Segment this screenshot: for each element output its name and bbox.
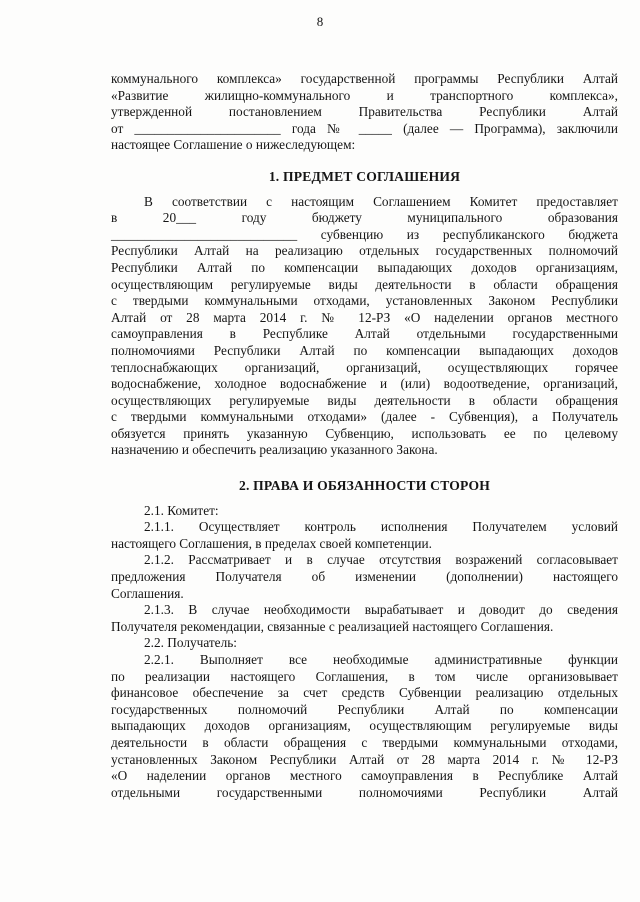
text-line: установленных Законом Республики Алтай от 28 марта 2014 г. № 12-РЗ <box>111 751 618 767</box>
text-line: Соглашения. <box>111 585 184 601</box>
clause-2-2-1 <box>111 652 618 801</box>
clause-2-1-3 <box>111 602 618 635</box>
intro-paragraph <box>111 71 618 154</box>
text-line: Получателя рекомендации, связанные с реализацией настоящего Соглашения. <box>111 618 554 634</box>
text-line: 2.1.2. Рассматривает и в случае отсутствия возражений согласовывает <box>144 552 618 568</box>
text-line: 2.1.1. Осуществляет контроль исполнения Получателем условий <box>144 519 618 535</box>
page-number: 8 <box>316 14 324 29</box>
section-1-paragraph <box>111 194 618 460</box>
text-line: 2.2. Получатель: <box>144 635 237 651</box>
text-line: водоснабжение, холодное водоснабжение и (или) водоотведение, организаций, <box>111 376 618 392</box>
text-line: с твердыми коммунальными отходами, установленных Законом Республики <box>111 293 618 309</box>
section-2-heading: 2. ПРАВА И ОБЯЗАННОСТИ СТОРОН <box>238 478 491 494</box>
text-line: Алтай от 28 марта 2014 г. № 12-РЗ «О наделении органов местного <box>111 309 618 325</box>
section-1-heading: 1. ПРЕДМЕТ СОГЛАШЕНИЯ <box>268 168 461 184</box>
text-line: осуществляющим регулируемые виды деятельности в области обращения <box>111 276 618 292</box>
text-line: «О наделении органов местного самоуправления в Республике Алтай <box>111 768 618 784</box>
text-line: 2.1.3. В случае необходимости вырабатывает и доводит до сведения <box>144 602 618 618</box>
text-line: настоящего Соглашения, в пределах своей компетенции. <box>111 535 432 551</box>
text-line: полномочиями Республики Алтай по компенсации выпадающих доходов <box>111 342 618 358</box>
text-line: В соответствии с настоящим Соглашением Комитет предоставляет <box>144 193 618 209</box>
text-line: осуществляющих регулируемые виды деятельности в области обращения <box>111 392 618 408</box>
clause-2-1-2 <box>111 552 618 602</box>
text-line: теплоснабжающих организаций, организаций, осуществляющих горячее <box>111 359 618 375</box>
text-line: Республики Алтай по компенсации выпадающих доходов организациям, <box>111 259 618 275</box>
text-line: 2.2.1. Выполняет все необходимые административные функции <box>144 652 618 667</box>
text-line: ____________________________ субвенцию из республиканского бюджета <box>111 226 618 242</box>
document-body <box>111 71 618 801</box>
text-line: предложения Получателя об изменении (дополнении) настоящего <box>111 569 618 585</box>
text-line: настоящее Соглашение о нижеследующем: <box>111 137 356 153</box>
text-line: деятельности в области обращения с твердыми коммунальными отходами, <box>111 734 618 750</box>
text-line: Республики Алтай на реализацию отдельных государственных полномочий <box>111 243 618 259</box>
text-line: коммунального комплекса» государственной программы Республики Алтай <box>111 71 618 86</box>
text-line: «Развитие жилищно-коммунального и транспортного комплекса», <box>111 87 618 103</box>
text-line: отдельными государственными полномочиями Республики Алтай <box>111 784 618 800</box>
text-line: от ______________________ года № _____ (далее — Программа), заключили <box>111 120 618 136</box>
text-line: выпадающих доходов организациям, осуществляющим регулируемые виды <box>111 718 618 734</box>
text-line: утвержденной постановлением Правительства Республики Алтай <box>111 104 618 120</box>
text-line: обязуется принять указанную Субвенцию, использовать ее по целевому <box>111 425 618 441</box>
text-line: государственных полномочий Республики Алтай по компенсации <box>111 701 618 717</box>
text-line: по реализации настоящего Соглашения, в том числе организовывает <box>111 668 618 684</box>
text-line: назначению и обеспечить реализацию указанного Закона. <box>111 442 438 458</box>
text-line: самоуправления в Республике Алтай отдельными государственными <box>111 326 618 342</box>
text-line: с твердыми коммунальными отходами» (далее - Субвенция), а Получатель <box>111 409 618 425</box>
text-line: в 20___ году бюджету муниципального образования <box>111 210 618 226</box>
clause-2-1 <box>111 503 618 520</box>
clause-2-1-1 <box>111 519 618 552</box>
clause-2-2 <box>111 635 618 652</box>
text-line: финансовое обеспечение за счет средств Субвенции реализацию отдельных <box>111 685 618 701</box>
text-line: 2.1. Комитет: <box>144 502 219 518</box>
